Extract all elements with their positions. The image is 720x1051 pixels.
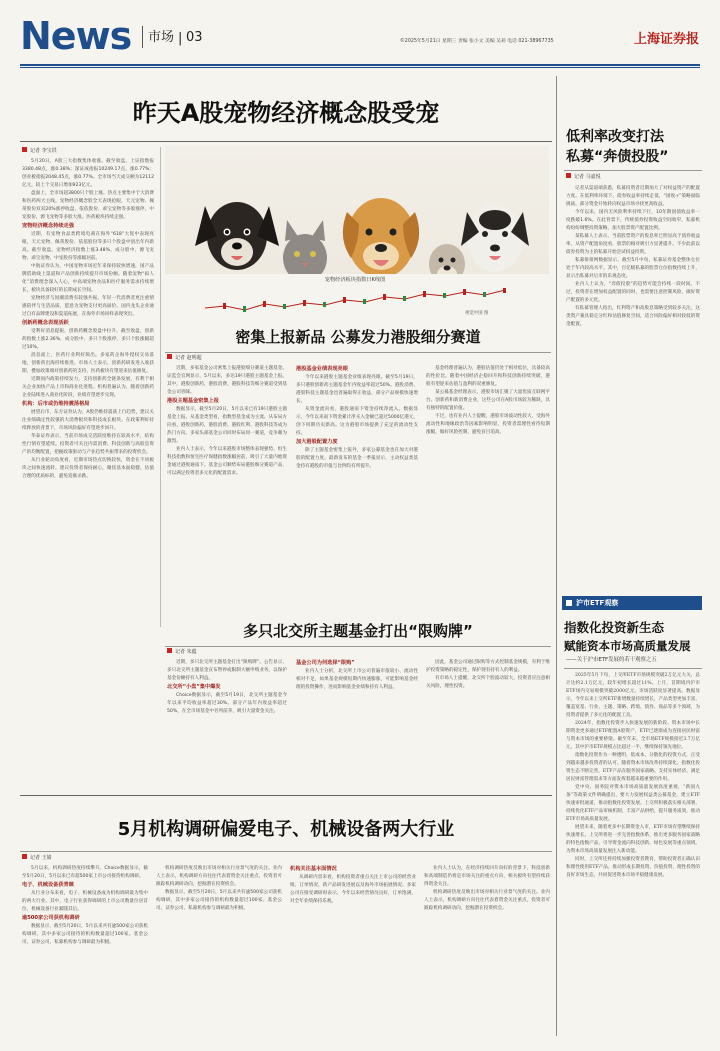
bse-col-3 bbox=[426, 659, 550, 787]
research-paragraph: 从调研内容来看，机构投资者重点关注上市公司的经营业绩、订单情况、新产品研发进展以及海外市场拓展情况。多家公司在接受调研时表示，今年以来经营情况良好，订单饱满，对全年业绩保持乐观。 bbox=[290, 875, 416, 904]
research-rule bbox=[20, 851, 552, 852]
lead-paragraph: 展望后市，东方证券认为，A股仍维持震荡上行趋势，建议关注业绩确定性较强的大消费板块和科技成长板块。在政策利好持续释放的背景下，市场风险偏好有望逐步回升。 bbox=[22, 410, 154, 431]
research-subhead: 机构关注基本面情况 bbox=[290, 866, 337, 872]
privates-body bbox=[566, 185, 700, 587]
masthead bbox=[20, 14, 700, 62]
research-paragraph: 机构调研热度反映出市场对相关行业景气度的关注。业内人士表示，机构调研方向往往代表着资金关注重点，投资者可跟踪机构调研动向，挖掘潜在投资机会。 bbox=[156, 866, 282, 887]
etf-paragraph: 展望未来，随着更多中长期资金入市，ETF市场有望继续保持快速增长。上交所将进一步完善指数体系，推出更多服务国家战略的特色指数产品，引导资金流向科技创新、绿色发展等重点领域，为资本市场高质量发展注入新动能。 bbox=[566, 825, 700, 854]
lead-paragraph: 中航证券认为，中国宠物市场近年来保持较快增速，国产品牌借助线上渠道和产品创新持续提升市场份额。随着宠物“拟人化”消费理念深入人心，中高端宠物食品和医疗服务需求持续增长，板块具备较好的长期成长空间。 bbox=[22, 264, 154, 293]
bse-subhead: 北交所“小盘”集中爆发 bbox=[167, 684, 221, 690]
lead-paragraph: 从行业轮动角度看，近期市场热点切换较快，资金在不同板块之间快速流转。建议投资者保持耐心，聚焦基本面稳健、估值合理的优质标的，避免追涨杀跌。 bbox=[22, 458, 154, 479]
right-column-divider bbox=[556, 76, 557, 1036]
lead-byline-text: 记者 李宝洪 bbox=[30, 148, 57, 154]
privates-paragraph: 记者从渠道端获悉，私募投资者近期加大了对权益资产的配置力度。在低利率环境下，债券收益率持续走低，“固收+”策略面临挑战，部分资金开始转向权益市场寻找更高收益。 bbox=[566, 186, 700, 207]
bse-byline bbox=[167, 648, 287, 657]
chart-caption: 宠物经济板块指数日K线图 bbox=[324, 277, 386, 283]
bse-paragraph: 近期，多只北交所主题基金打出“限购牌”。公告显示，多只北交所主题基金宣布暂停或限制大额申购业务，以保护基金份额持有人利益。 bbox=[167, 660, 287, 681]
research-col-1 bbox=[22, 865, 148, 1041]
bse-col-1 bbox=[167, 659, 287, 787]
research-byline-text: 记者 王婧 bbox=[30, 855, 52, 861]
lead-subhead: 宠物经济概念持续走强 bbox=[22, 223, 74, 229]
lead-paragraph: 受利好消息提振，创新药概念股盘中拉升，截至收盘，创新药指数上涨2.36%，成分股中，多只个股涨停，多只个股涨幅超过10%。 bbox=[22, 329, 154, 350]
privates-headline-line1: 低利率改变打法 bbox=[566, 129, 664, 145]
research-paragraph: 从行业分布来看，电子、机械设备成为机构调研最为集中的两大行业。其中，电子行业获得调研的上市公司数量位居首位，机械设备行业紧随其后。 bbox=[22, 891, 148, 912]
etf-rule bbox=[564, 668, 702, 669]
privates-paragraph: 有私募管理人指出，红利资产和高股息策略受到较多关注，这类资产兼具稳定分红和估值修复空间，适合风险偏好相对较低的资金配置。 bbox=[566, 306, 700, 327]
lead-paragraph: 华泰证券表示，当前市场成交活跃度维持在较高水平，结构性行情有望延续。投资者可关注内需消费、科技创新与高股息资产的均衡配置，把握政策驱动与产业趋势共振带来的投资机会。 bbox=[22, 434, 154, 455]
etf-paragraph: 2025年5月下旬，上交所ETF市场规模突破2万亿元大关，总计达约2.1万亿元，较年初增长超过11%。上月，首期境内沪市ETF场内交易规模突破2000亿元，市场活跃度显著提高。数据显示，今年以来上交所ETF新增数量持续增长，产品类型更加丰富，覆盖宽基、行业、主题、策略、跨境、债券、商品等多个领域，为投资者提供了多元化的配置工具。 bbox=[566, 673, 700, 718]
privates-byline bbox=[566, 173, 700, 182]
byline-marker bbox=[167, 354, 172, 359]
funds-col-2 bbox=[296, 365, 418, 611]
bse-paragraph: Choice数据显示，截至5月19日，北交所主题基金今年以来平均收益率超过30%。部分产品年内收益率超过50%，在全市场基金中名列前茅，吸引大量资金关注。 bbox=[167, 693, 287, 714]
bse-subhead: 基金公司为何选择“限购” bbox=[296, 660, 355, 666]
bse-rule bbox=[165, 646, 551, 647]
etf-tag-icon bbox=[566, 600, 572, 606]
bse-paragraph: 有市场人士提醒，北交所个股波动较大，投资者应注意相关风险，理性投资。 bbox=[426, 676, 550, 689]
dateline: ©2025年5月21日 星期三 责编 张小文 美编 吴莉 电话 021-38967735 bbox=[400, 39, 554, 44]
paper-name: 上海证券报 bbox=[634, 32, 700, 47]
bse-headline: 多只北交所主题基金打出“限购牌” bbox=[243, 622, 473, 640]
lead-subhead: 创新药概念表现活跃 bbox=[22, 320, 69, 326]
privates-paragraph: 某私募人士表示，当前股票资产的股息率已明显高于债券收益率，从资产配置角度看，股票的相对吸引力显著提升。不少此前以债券投资为主的私募开始尝试权益投资。 bbox=[566, 234, 700, 255]
privates-headline-line2: 私募“奔债投股” bbox=[566, 149, 669, 165]
funds-paragraph: 不过，也有业内人士提醒，港股市场波动性较大，受海外流动性和地缘政治等因素影响明显，投资者需理性看待短期涨幅，做好风险控制，避免盲目追高。 bbox=[426, 414, 550, 435]
research-paragraph: 数据显示，截至5月20日，5月以来共有逾500家公司获机构调研，其中多家公司接待的机构数量超过100家。基金公司、证券公司、私募机构参与调研最为积极。 bbox=[156, 890, 282, 911]
funds-paragraph: 从资金流向看，港股通南下资金持续净流入。数据显示，今年以来南下资金累计净买入金额已超过5000亿港元，创下同期历史新高。这为港股市场提供了充足的流动性支持。 bbox=[296, 407, 418, 436]
funds-paragraph: 某公募基金经理表示，港股市场汇聚了大量优质互联网平台、创新药和新消费企业，这些公司在A股市场较为稀缺，具有独特的配置价值。 bbox=[426, 390, 550, 411]
kline-chart bbox=[165, 286, 549, 322]
research-paragraph: 数据显示，截至5月20日，5月以来共有逾500家公司获机构调研，其中多家公司接待的机构数量超过100家。基金公司、证券公司、私募机构参与调研最为积极。 bbox=[22, 924, 148, 945]
masthead-rule bbox=[20, 64, 700, 66]
funds-paragraph: 业内人士表示，今年以来港股市场整体表现强势，恒生科技指数和恒生医疗保健指数涨幅居前，吸引了大量内地资金通过港股通南下。基金公司顺势布局港股细分赛道产品，可以满足投资者多元化的配置需求。 bbox=[167, 447, 287, 476]
etf-paragraph: 同时，上交所还将持续加强投资者教育，帮助投资者正确认识和理性使用ETF产品，推动形成长期投资、价值投资、理性投资的良好市场生态，共同促进资本市场平稳健康发展。 bbox=[566, 857, 700, 878]
etf-body bbox=[566, 672, 700, 1040]
privates-paragraph: 私募排排网数据显示，截至5月中旬，私募证券基金整体仓位处于年内较高水平。其中，百亿级私募的股票仓位指数持续上升，显示出私募对后市的乐观态度。 bbox=[566, 258, 700, 279]
funds-paragraph: 除了主题基金密集上报外，多家公募基金也在加大对港股的配置力度。最新发布的基金一季报显示，主动权益类基金持有港股的市值与比例均有所提升。 bbox=[296, 448, 418, 469]
research-col-3 bbox=[290, 865, 416, 1041]
funds-col-3 bbox=[426, 365, 550, 611]
research-paragraph: 机构调研热度反映出市场对相关行业景气度的关注。业内人士表示，机构调研方向往往代表着资金关注重点，投资者可跟踪机构调研动向，挖掘潜在投资机会。 bbox=[424, 890, 550, 911]
etf-paragraph: 党中央、国务院对资本市场高质量发展高度重视，“新国九条”等政策文件明确提出，要大力发展权益类公募基金，建立ETF快速审批通道，推动指数化投资发展。上交所积极落实相关部署，持续优化ETF产品审核机制，丰富产品供给，提升服务质效，推动ETF市场高质量发展。 bbox=[566, 785, 700, 822]
lead-headline: 昨天A股宠物经济概念股受宠 bbox=[132, 99, 440, 127]
funds-paragraph: 数据显示，截至5月20日，5月以来已有19只港股主题基金上报。从基金类型看，指数型基金成为主流。从布局方向看，港股创新药、港股消费、港股红利、港股科技等成为热门方向。多家头部基金公司同时布局同一赛道，竞争颇为激烈。 bbox=[167, 407, 287, 444]
lead-headline-rule bbox=[20, 141, 552, 142]
masthead-logo: News bbox=[20, 14, 132, 58]
etf-paragraph: 2024年，指数化投资步入快速发展的新阶段。资本市场中长期资金更多通过ETF配置A股资产，ETF已逐渐成为连接居民财富与资本市场的重要桥梁。截至年末，全市场ETF规模接近3.7万亿元，其中沪市ETF规模占比超过一半，继续保持领先地位。 bbox=[566, 721, 700, 750]
masthead-rule-thin bbox=[20, 67, 700, 68]
funds-paragraph: 今年以来港股主题基金业绩表现亮眼。截至5月19日，多只港股创新药主题基金年内收益率超过50%。港股消费、港股科技主题基金也普遍取得正收益，部分产品规模快速增长。 bbox=[296, 375, 418, 404]
funds-paragraph: 近期，多家基金公司密集上报港股细分赛道主题基金。证监会官网显示，5月以来，多达19只港股主题基金上报。其中，港股创新药、港股消费、港股科技等细分赛道受到基金公司青睐。 bbox=[167, 366, 287, 395]
lead-photo bbox=[165, 146, 549, 322]
section-separator: | bbox=[178, 31, 183, 46]
lead-paragraph: 盘面上，全市场超3800只个股上涨。热点主要集中于大消费和医药两大主线。宠物经济概念股全天表现抢眼，天元宠物、佩蒂股份双双20%涨停收盘，依依股份、乖宝宠物等多股涨停，中宠股份、源飞宠物等多股大涨。医药板块持续走强。 bbox=[22, 191, 154, 220]
bse-paragraph: 业内人士分析，北交所上市公司普遍市值较小、流动性相对不足，如果基金规模短期内快速膨胀，可能影响基金经理的投资操作，进而影响基金业绩和持有人利益。 bbox=[296, 669, 418, 690]
funds-paragraph: 基金经理普遍认为，港股估值仍处于相对低位，具备较高的性价比。随着中国经济企稳回升和科技创新持续突破，港股有望迎来估值与盈利的双重修复。 bbox=[426, 366, 550, 387]
etf-headline-line2: 赋能资本市场高质量发展 bbox=[564, 639, 691, 653]
funds-byline bbox=[167, 354, 287, 363]
byline-marker bbox=[22, 854, 27, 859]
funds-subhead: 港股基金业绩表现亮眼 bbox=[296, 366, 348, 372]
bse-col-2 bbox=[296, 659, 418, 787]
lead-body bbox=[22, 158, 154, 628]
column-divider bbox=[160, 147, 161, 627]
bse-byline-text: 记者 朱蕴 bbox=[175, 649, 197, 655]
etf-headline-line1: 指数化投资新生态 bbox=[564, 620, 665, 635]
etf-section-tag-text: 沪市ETF观察 bbox=[576, 599, 619, 607]
privates-paragraph: 业内人士认为，“奔债投股”的趋势可能会持续一段时间。不过，投资者在增加权益配置的同时，也需要注意控制风险，做好资产配置的多元化。 bbox=[566, 282, 700, 303]
research-byline bbox=[22, 854, 142, 863]
bse-paragraph: 因此，基金公司通过限购等方式控制基金规模，有利于维护投资策略的稳定性，保护现有持有人的利益。 bbox=[426, 660, 550, 673]
chart-strip bbox=[165, 274, 549, 322]
research-paragraph: 业内人士认为，在经济持续回升向好的背景下，科技创新和高端制造仍将是市场关注的重点方向，相关板块有望持续获得资金关注。 bbox=[424, 866, 550, 887]
funds-rule bbox=[165, 352, 551, 353]
funds-headline: 密集上报新品 公募发力港股细分赛道 bbox=[235, 328, 481, 346]
etf-subtitle: ——关于沪市ETF发展的若干观察之五 bbox=[566, 657, 657, 663]
research-subhead: 逾500家公司获机构调研 bbox=[22, 915, 80, 921]
privates-byline-text: 记者 马嘉悦 bbox=[574, 174, 601, 180]
masthead-divider bbox=[142, 26, 143, 48]
research-col-4 bbox=[424, 865, 550, 1041]
research-paragraph: 5月以来，机构调研热度持续攀升。Choice数据显示，截至5月20日，5月以来已有超500家上市公司接待机构调研。 bbox=[22, 866, 148, 879]
research-top-rule bbox=[20, 795, 552, 796]
etf-section-tag bbox=[562, 596, 702, 610]
byline-marker bbox=[167, 648, 172, 653]
funds-subhead: 港股主题基金密集上报 bbox=[167, 398, 219, 404]
byline-marker bbox=[566, 173, 571, 178]
photo-credit: 视觉中国 图 bbox=[465, 311, 489, 316]
funds-byline-text: 记者 赵明超 bbox=[175, 355, 202, 361]
byline-marker bbox=[22, 147, 27, 152]
lead-subhead: 机构：后市或仍维持震荡格局 bbox=[22, 401, 90, 407]
privates-rule bbox=[564, 170, 702, 171]
research-col-2 bbox=[156, 865, 282, 1041]
funds-subhead: 加大港股配置力度 bbox=[296, 439, 338, 445]
privates-paragraph: 今年以来，国内无风险利率持续下行，10年期国债收益率一度跌破1.6%。在此背景下，传统债券投资收益空间收窄，私募机构纷纷调整投资策略，加大股票资产配置比例。 bbox=[566, 210, 700, 231]
section-name: 市场 bbox=[148, 30, 175, 45]
lead-byline bbox=[22, 147, 152, 156]
page-number: 03 bbox=[186, 30, 203, 45]
lead-paragraph: 宠物经济与国潮消费有较强共振。年轻一代消费者更注重情感陪伴与生活品质，愿意为宠物支付更高溢价。国内龙头企业通过自有品牌建设和渠道拓展，在海外市场同样表现突出。 bbox=[22, 296, 154, 317]
etf-paragraph: 指数化投资作为一种透明、低成本、分散化的投资方式，正受到越来越多投资者的认可。随着资本市场改革持续深化，指数化投资生态不断完善，ETF产品在服务国家战略、支持实体经济、满足居民财富管理需求等方面发挥着越来越重要的作用。 bbox=[566, 753, 700, 782]
lead-paragraph: 消息面上，医药行业利好频出。多家药企海外授权交易落地，创新药出海持续推进。市场人士表示，创新药研发进入收获期，叠加政策端对创新药的支持，医药板块有望迎来估值修复。 bbox=[22, 353, 154, 374]
research-headline: 5月机构调研偏爱电子、机械设备两大行业 bbox=[117, 819, 455, 840]
funds-col-1 bbox=[167, 365, 287, 611]
research-subhead: 电子、机械设备获青睐 bbox=[22, 882, 74, 888]
lead-paragraph: 近期国内政策持续发力，支持创新药全链条发展，有利于相关企业加快产品上市和商业化进程。机构普遍认为，随着创新药企业陆续进入商业化阶段，业绩有望逐步兑现。 bbox=[22, 377, 154, 398]
lead-paragraph: 近期，有宠物食品类跨境电商在海外“618”大促中表现亮眼，天元宠物、佩蒂股份、依依股份等多只个股盘中创出年内新高。截至收盘，宠物经济指数上涨3.48%，成分股中，源飞宠物、乖宝宠物、中宠股份等涨幅居前。 bbox=[22, 232, 154, 261]
lead-paragraph: 5月20日，A股三大指数集体收涨。截至收盘，上证指数报3380.48点，涨0.38%；深证成指报10249.17点，涨0.77%；创业板指报2048.45点，涨0.77%。全市场当天成交额为12112亿元，较上个交易日增加923亿元。 bbox=[22, 159, 154, 188]
